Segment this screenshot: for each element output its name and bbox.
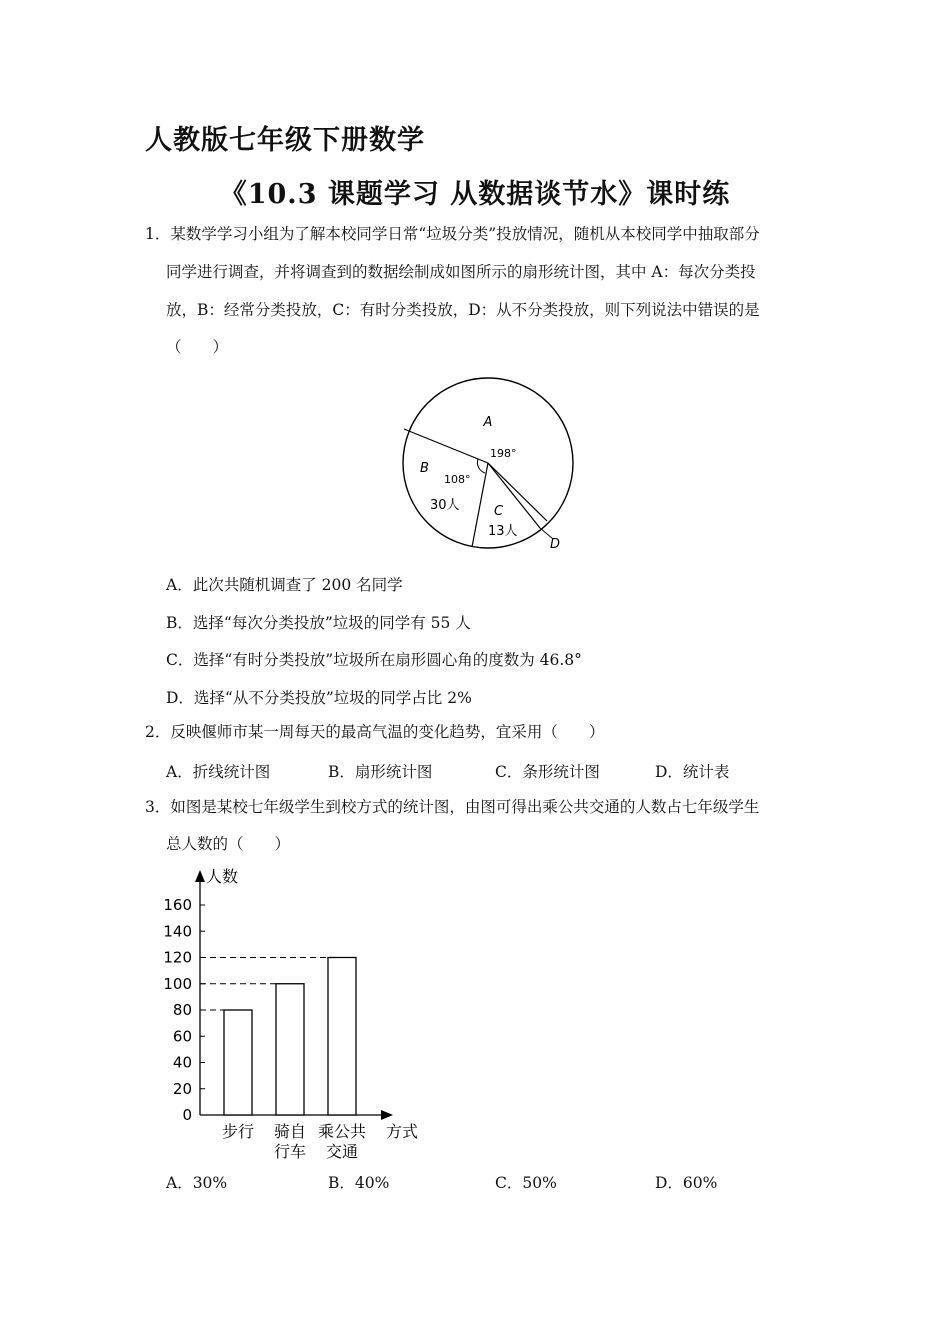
q3-option-a[interactable]: A．30%	[166, 1174, 228, 1192]
x-tick-label: 骑自	[273, 1122, 307, 1141]
q1-line-3: 放，B：经常分类投放，C：有时分类投放，D：从不分类投放，则下列说法中错误的是	[166, 301, 760, 319]
q2-option-d[interactable]: D．统计表	[655, 763, 730, 781]
q1-option-c[interactable]: C．选择“有时分类投放”垃圾所在扇形圆心角的度数为 46.8°	[166, 651, 582, 669]
y-tick-label: 0	[182, 1106, 192, 1124]
count-c: 13人	[488, 524, 518, 539]
page-title: 人教版七年级下册数学	[145, 125, 425, 156]
q2-stem: 2．反映偃师市某一周每天的最高气温的变化趋势，宜采用（ ）	[145, 723, 605, 741]
pie-chart-figure	[390, 375, 590, 555]
q1-line-2: 同学进行调查，并将调查到的数据绘制成如图所示的扇形统计图，其中 A：每次分类投	[166, 263, 756, 281]
label-a: A	[483, 415, 493, 430]
q3-line-1: 3．如图是某校七年级学生到校方式的统计图，由图可得出乘公共交通的人数占七年级学生	[145, 798, 760, 816]
q2-option-b[interactable]: B．扇形统计图	[328, 763, 433, 781]
pie-line-ab	[404, 429, 488, 463]
y-tick-label: 40	[172, 1053, 192, 1072]
y-axis-label: 人数	[206, 867, 239, 886]
label-c: C	[494, 504, 504, 519]
q1-option-a[interactable]: A．此次共随机调查了 200 名同学	[166, 576, 403, 594]
angle-a: 198°	[490, 447, 517, 460]
y-tick-label: 140	[163, 922, 192, 941]
y-tick-label: 160	[163, 896, 192, 914]
y-tick-label: 20	[172, 1079, 192, 1098]
label-b: B	[420, 461, 429, 476]
q3-option-b[interactable]: B．40%	[328, 1174, 390, 1192]
y-tick-label: 120	[163, 948, 192, 967]
x-tick-label: 乘公共	[317, 1122, 367, 1141]
x-tick-label: 行车	[273, 1142, 307, 1161]
q3-option-d[interactable]: D．60%	[655, 1174, 718, 1192]
x-axis-arrow	[381, 1110, 393, 1120]
q1-option-b[interactable]: B．选择“每次分类投放”垃圾的同学有 55 人	[166, 614, 471, 632]
q1-line-4: （ ）	[166, 338, 229, 356]
count-b: 30人	[430, 498, 460, 513]
lesson-title: 《10.3 课题学习 从数据谈节水》课时练	[219, 179, 731, 210]
pie-line-bc	[472, 463, 488, 547]
y-axis-arrow	[195, 870, 205, 882]
bar	[224, 1010, 252, 1115]
q1-line-1: 1．某数学学习小组为了解本校同学日常“垃圾分类”投放情况，随机从本校同学中抽取部分	[145, 225, 760, 243]
bar	[276, 984, 304, 1115]
q3-option-c[interactable]: C．50%	[495, 1174, 557, 1192]
x-tick-label: 步行	[221, 1122, 255, 1141]
y-tick-label: 80	[172, 1001, 192, 1019]
q2-option-c[interactable]: C．条形统计图	[495, 763, 600, 781]
q1-option-d[interactable]: D．选择“从不分类投放”垃圾的同学占比 2%	[166, 689, 472, 707]
label-d: D	[550, 537, 561, 552]
x-tick-label: 交通	[325, 1142, 359, 1161]
q3-line-2: 总人数的（ ）	[166, 835, 291, 853]
bar	[328, 958, 356, 1116]
bar-chart	[160, 858, 440, 1163]
y-tick-label: 60	[172, 1027, 192, 1046]
q2-option-a[interactable]: A．折线统计图	[166, 763, 271, 781]
angle-b: 108°	[444, 473, 471, 486]
y-tick-label: 100	[163, 974, 192, 993]
x-axis-label: 方式	[386, 1122, 419, 1141]
